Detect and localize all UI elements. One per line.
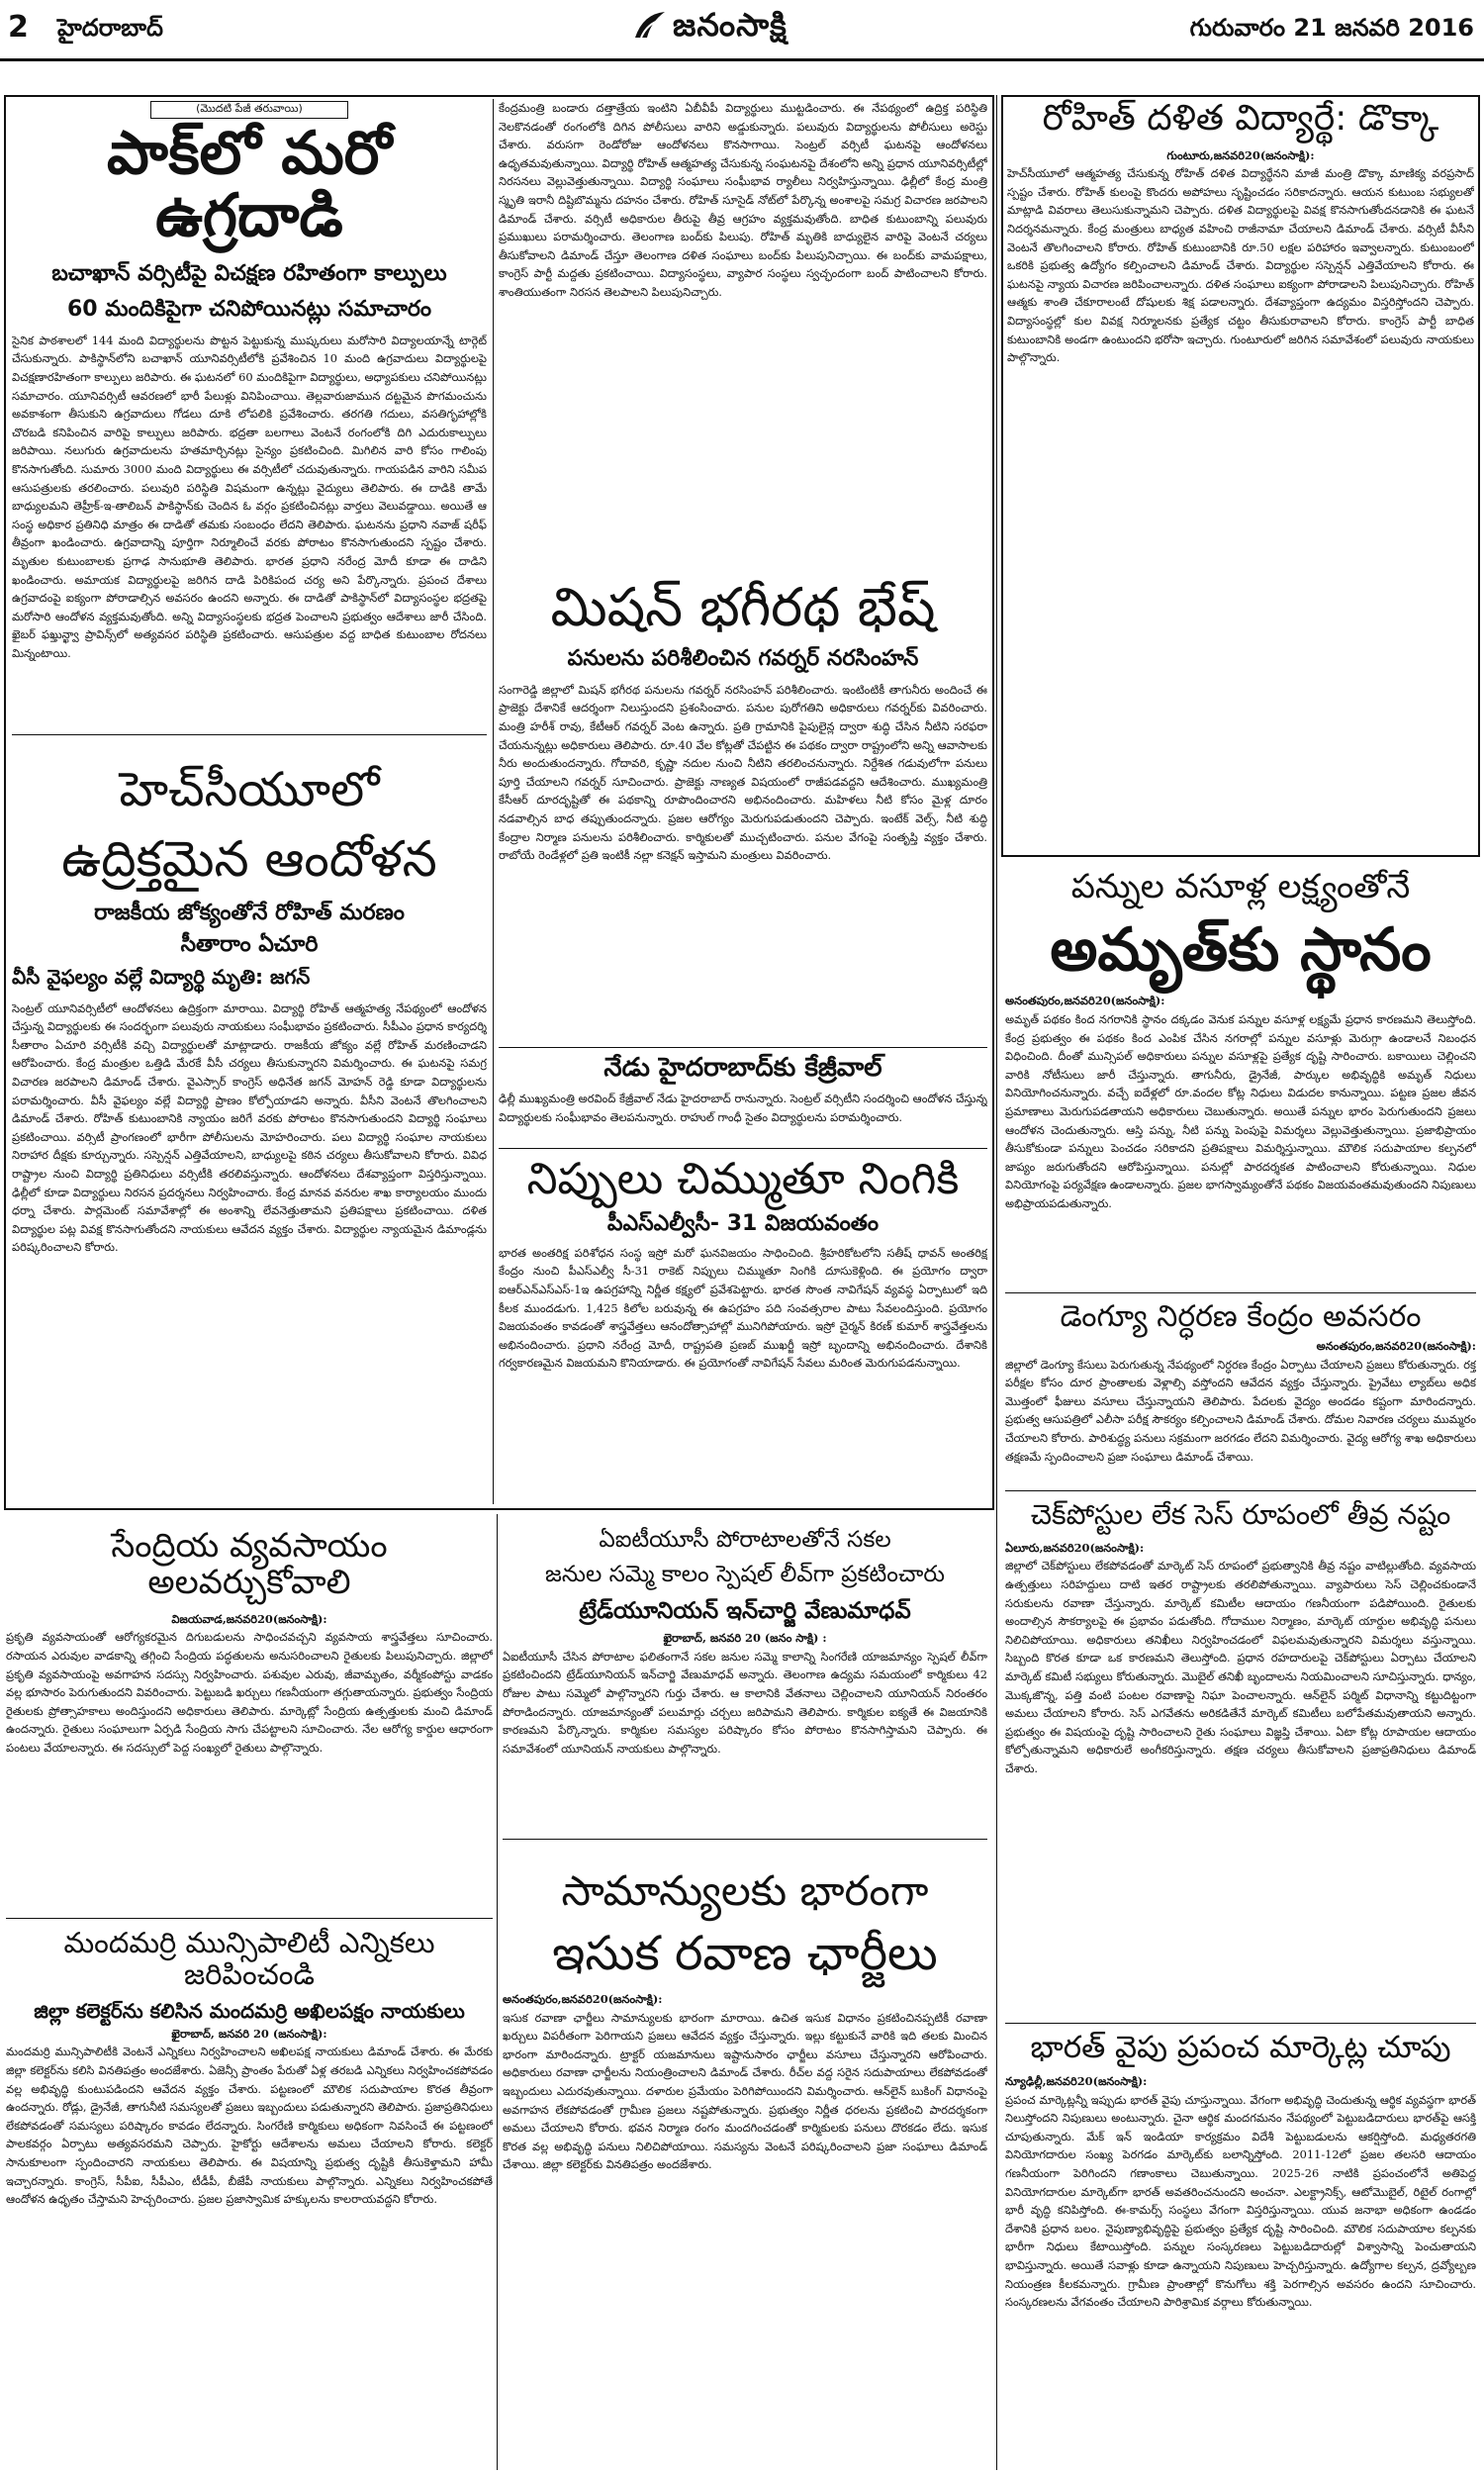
separator: [1005, 2023, 1476, 2024]
separator: [499, 1047, 987, 1048]
sand-body: ఇసుక రవాణా ఛార్జీలు సామాన్యులకు భారంగా మారాయి. ఉచిత ఇసుక విధానం ప్రకటించినప్పటికీ రవాణా ఖర్చులు విపరీతంగా పెరిగాయని ప్రజలు ఆవేదన వ్యక్తం చేస్తున్నారు. ఇల్లు కట్టుకునే వారికి ఇది తలకు మించిన భారంగా మారిందన్నారు. ట్రాక్టర్ యజమానులు ఇష్టానుసారం ఛార్జీలు వసూలు చేస్తున్నారని ఆరోపించారు. అధికారులు రవాణా ఛార్జీలను నియంత్రించాలని డిమాండ్ చేశారు. రీచ్‌ల వద్ద సరైన సదుపాయాలు లేకపోవడంతో ఇబ్బందులు ఎదురవుతున్నాయి. దళారుల ప్రమేయం పెరిగిపోయిందని విమర్శించారు. ఆన్‌లైన్ బుకింగ్ విధానంపై అవగాహన లేకపోవడంతో గ్రామీణ ప్రజలు నష్టపోతున్నారు. ప్రభుత్వం నిర్ణీత ధరలను ప్రకటించి పారదర్శకంగా అమలు చేయాలని కోరారు. భవన నిర్మాణ రంగం మందగించడంతో కార్మికులకు పనులు దొరకడం లేదు. ఇసుక కొరత వల్ల అభివృద్ధి పనులు నిలిచిపోయాయి. సమస్యను వెంటనే పరిష్కరించాలని ప్రజా సంఘాలు డిమాండ్ చేశాయి. జిల్లా కలెక్టర్‌కు వినతిపత్రం అందజేశారు.: [503, 2010, 987, 2172]
column-rule: [996, 95, 997, 2470]
pak-body: సైనిక పాఠశాలలో 144 మంది విద్యార్థులను పొట్టన పెట్టుకున్న ముష్కరులు మరోసారి విద్యాలయాన్నే టార్గెట్ చేసుకున్నారు. పాకిస్థాన్‌లోని బచాఖాన్ యూనివర్సిటీలోకి ప్రవేశించిన 10 మంది ఉగ్రవాదులు విద్యార్థులపై విచక్షణారహితంగా కాల్పులు జరిపారు. ఈ ఘటనలో 60 మందికిపైగా విద్యార్థులు, అధ్యాపకులు చనిపోయినట్లు సమాచారం. యూనివర్సిటీ ఆవరణలో భారీ పేలుళ్లు వినిపించాయి. తెల్లవారుజామున దట్టమైన పొగమంచును అవకాశంగా తీసుకుని ఉగ్రవాదులు గోడలు దూకి లోపలికి ప్రవేశించారు. తరగతి గదులు, వసతిగృహాల్లోకి చొరబడి కనిపించిన వారిపై కాల్పులు జరిపారు. భద్రతా బలగాలు వెంటనే రంగంలోకి దిగి ఎదురుకాల్పులు జరిపాయి. నలుగురు ఉగ్రవాదులను హతమార్చినట్లు సైన్యం ప్రకటించింది. మిగిలిన వారి కోసం గాలింపు కొనసాగుతోంది. సుమారు 3000 మంది విద్యార్థులు ఈ వర్సిటీలో చదువుతున్నారు. గాయపడిన వారిని సమీప ఆసుపత్రులకు తరలించారు. పలువురి పరిస్థితి విషమంగా ఉన్నట్లు వైద్యులు తెలిపారు. ఈ దాడికి తామే బాధ్యులమని తెహ్రీక్-ఇ-తాలిబన్ పాకిస్థాన్‌కు చెందిన ఓ వర్గం ప్రకటించినట్లు వార్తలు వెలువడ్డాయి. అయితే ఆ సంస్థ అధికార ప్రతినిధి మాత్రం ఈ దాడితో తమకు సంబంధం లేదని తెలిపారు. ఘటనను ప్రధాని నవాజ్ షరీఫ్ తీవ్రంగా ఖండించారు. ఉగ్రవాదాన్ని పూర్తిగా నిర్మూలించే వరకు పోరాటం కొనసాగుతుందని స్పష్టం చేశారు. మృతుల కుటుంబాలకు ప్రగాఢ సానుభూతి తెలిపారు. భారత ప్రధాని నరేంద్ర మోదీ కూడా ఈ దాడిని ఖండించారు. అమాయక విద్యార్థులపై జరిగిన దాడి పిరికిపంద చర్య అని పేర్కొన్నారు. ప్రపంచ దేశాలు ఉగ్రవాదంపై ఐక్యంగా పోరాడాల్సిన అవసరం ఉందని అన్నారు. ఈ దాడితో పాకిస్థాన్‌లో విద్యాసంస్థల భద్రతపై మరోసారి ఆందోళన వ్యక్తమవుతోంది. అన్ని విద్యాసంస్థలకు భద్రత పెంచాలని ప్రభుత్వం ఆదేశాలు జారీ చేసింది. ఖైబర్ ఫఖ్తున్ఖ్వా ప్రావిన్స్‌లో అత్యవసర పరిస్థితి ప్రకటించారు. ఆసుపత్రుల వద్ద బాధిత కుటుంబాల రోదనలు మిన్నంటాయి.: [12, 333, 487, 660]
rohith-dalit-headline: రోహిత్ దళిత విద్యార్థే: డొక్కా: [1042, 98, 1439, 139]
checkpost-dateline: ఏలూరు,జనవరి20(జనంసాక్షి):: [1005, 1540, 1145, 1555]
issue-date: గురువారం 21 జనవరి 2016: [1189, 14, 1474, 42]
checkpost-body: జిల్లాలో చెక్‌పోస్టులు లేకపోవడంతో మార్కెట్ సెస్ రూపంలో ప్రభుత్వానికి తీవ్ర నష్టం వాటిల్లుతోంది. వ్యవసాయ ఉత్పత్తులు సరిహద్దులు దాటి ఇతర రాష్ట్రాలకు తరలిపోతున్నాయి. వ్యాపారులు సెస్ చెల్లించకుండానే సరుకులను రవాణా చేస్తున్నారు. మార్కెట్ కమిటీల ఆదాయం గణనీయంగా పడిపోయింది. రైతులకు అందాల్సిన సౌకర్యాలపై ఈ ప్రభావం పడుతోంది. గోదాముల నిర్మాణం, మార్కెట్ యార్డుల అభివృద్ధి పనులు నిలిచిపోయాయి. అధికారులు తనిఖీలు నిర్వహించడంలో విఫలమవుతున్నారని విమర్శలు వస్తున్నాయి. సిబ్బంది కొరత కూడా ఒక కారణమని తెలుస్తోంది. ప్రధాన రహదారులపై చెక్‌పోస్టులు ఏర్పాటు చేయాలని మార్కెట్ కమిటీ సభ్యులు కోరుతున్నారు. మొబైల్ తనిఖీ బృందాలను నియమించాలని సూచిస్తున్నారు. ధాన్యం, మొక్కజొన్న, పత్తి వంటి పంటల రవాణాపై నిఘా పెంచాలన్నారు. ఆన్‌లైన్ పర్మిట్ విధానాన్ని కట్టుదిట్టంగా అమలు చేయాలని కోరారు. సెస్ ఎగవేతను అరికడితేనే మార్కెట్ కమిటీలు బలోపేతమవుతాయని అన్నారు. ప్రభుత్వం ఈ విషయంపై దృష్టి సారించాలని రైతు సంఘాలు విజ్ఞప్తి చేశాయి. ఏటా కోట్ల రూపాయల ఆదాయం కోల్పోతున్నామని అధికారులే అంగీకరిస్తున్నారు. తక్షణ చర్యలు తీసుకోవాలని ప్రజాప్రతినిధులు డిమాండ్ చేశారు.: [1005, 1559, 1476, 1775]
pak-subhead-1: బచాఖాన్ వర్సిటీపై విచక్షణ రహితంగా కాల్పులు: [51, 261, 447, 286]
pak-attack-article: [12, 99, 487, 732]
newspaper-logo: [633, 6, 788, 51]
mission-bhagiratha-article: [499, 572, 987, 1045]
separator: [1005, 1292, 1476, 1293]
continued-kicker: (మొదటి పేజీ తరువాయి): [150, 101, 348, 119]
mandamarri-headline: మందమర్రి మున్సిపాలిటీ ఎన్నికలు జరిపించండి: [63, 1926, 435, 1991]
rohith-dalit-dateline: గుంటూరు,జనవరి20(జనంసాక్షి):: [1166, 147, 1315, 162]
bharat-markets-article: [1005, 2027, 1476, 2468]
masthead: [0, 0, 1484, 61]
organic-farming-article: [6, 1520, 493, 1914]
kejriwal-article: [499, 1053, 987, 1144]
logo-emblem-icon: [633, 10, 667, 40]
aituc-headline-2: జనుల సమ్మె కాలం స్పెషల్ లీవ్‌గా ప్రకటించారు: [545, 1562, 945, 1588]
sand-headline-2: ఇసుక రవాణ ఛార్జీలు: [552, 1926, 938, 1982]
rohith-dalit-article: [1007, 97, 1474, 855]
column-rule: [493, 99, 494, 1504]
amrut-kicker: పన్నుల వసూళ్ల లక్ష్యంతోనే: [1070, 867, 1411, 906]
aituc-body: ఏఐటీయూసీ చేసిన పోరాటాల ఫలితంగానే సకల జనుల సమ్మె కాలాన్ని సింగరేణి యాజమాన్యం స్పెషల్ లీవ్‌గా ప్రకటించిందని ట్రేడ్‌యూనియన్ ఇన్‌చార్జి వేణుమాధవ్ అన్నారు. తెలంగాణ ఉద్యమ సమయంలో కార్మికులు 42 రోజుల పాటు సమ్మెలో పాల్గొన్నారని గుర్తు చేశారు. ఆ కాలానికి వేతనాలు చెల్లించాలని యూనియన్ నిరంతరం పోరాడిందన్నారు. యాజమాన్యంతో పలుమార్లు చర్చలు జరిపామని తెలిపారు. కార్మికుల ఐక్యతే ఈ విజయానికి కారణమని పేర్కొన్నారు. కార్మికుల సమస్యల పరిష్కారం కోసం పోరాటం కొనసాగిస్తామని చెప్పారు. ఈ సమావేశంలో యూనియన్ నాయకులు పాల్గొన్నారు.: [503, 1649, 987, 1756]
hcu-article: [12, 740, 487, 1504]
amrut-headline: అమృత్‌కు స్థానం: [1050, 915, 1432, 986]
hcu-headline-1: హెచ్‌సీయూలో: [119, 762, 380, 817]
organic-body: ప్రకృతి వ్యవసాయంతో ఆరోగ్యకరమైన దిగుబడులను సాధించవచ్చని వ్యవసాయ శాస్త్రవేత్తలు సూచించారు. రసాయన ఎరువుల వాడకాన్ని తగ్గించి సేంద్రియ పద్ధతులను అనుసరించాలని రైతులకు పిలుపునిచ్చారు. జిల్లాలో ప్రకృతి వ్యవసాయంపై అవగాహన సదస్సు నిర్వహించారు. పశువుల ఎరువు, జీవామృతం, వర్మీకంపోస్టు వాడకం వల్ల భూసారం పెరుగుతుందని వివరించారు. పెట్టుబడి ఖర్చులు గణనీయంగా తగ్గుతాయన్నారు. ప్రభుత్వం సేంద్రియ రైతులకు ప్రోత్సాహకాలు అందిస్తుందని అధికారులు తెలిపారు. మార్కెట్లో సేంద్రియ ఉత్పత్తులకు మంచి డిమాండ్ ఉందన్నారు. రైతులు సంఘాలుగా ఏర్పడి సేంద్రియ సాగు చేపట్టాలని సూచించారు. నేల ఆరోగ్య కార్డుల ఆధారంగా పంటలు వేయాలన్నారు. ఈ సదస్సులో పెద్ద సంఖ్యలో రైతులు పాల్గొన్నారు.: [6, 1630, 493, 1755]
mandamarri-body: మందమర్రి మున్సిపాలిటీకి వెంటనే ఎన్నికలు నిర్వహించాలని అఖిలపక్ష నాయకులు డిమాండ్ చేశారు. ఈ మేరకు జిల్లా కలెక్టర్‌ను కలిసి వినతిపత్రం అందజేశారు. ఏజెన్సీ ప్రాంతం పేరుతో ఏళ్ల తరబడి ఎన్నికలు నిర్వహించకపోవడం వల్ల అభివృద్ధి కుంటుపడిందని ఆవేదన వ్యక్తం చేశారు. పట్టణంలో మౌలిక సదుపాయాల కొరత తీవ్రంగా ఉందన్నారు. రోడ్లు, డ్రైనేజీ, తాగునీటి సమస్యలతో ప్రజలు ఇబ్బందులు పడుతున్నారని తెలిపారు. ప్రజాప్రతినిధులు లేకపోవడంతో సమస్యలు పరిష్కారం కావడం లేదన్నారు. సింగరేణి కార్మికులు అధికంగా నివసించే ఈ పట్టణంలో పాలకవర్గం ఏర్పాటు అత్యవసరమని చెప్పారు. హైకోర్టు ఆదేశాలను అమలు చేయాలని కోరారు. కలెక్టర్ సానుకూలంగా స్పందించారని నాయకులు తెలిపారు. ఈ విషయాన్ని ప్రభుత్వ దృష్టికి తీసుకెళ్తామని హామీ ఇచ్చారన్నారు. కాంగ్రెస్, సీపీఐ, సీపీఎం, టీడీపీ, బీజేపీ నాయకులు పాల్గొన్నారు. ఎన్నికలు నిర్వహించకపోతే ఆందోళన ఉధృతం చేస్తామని హెచ్చరించారు. ప్రజల ప్రజాస్వామిక హక్కులను కాలరాయవద్దని కోరారు.: [6, 2045, 493, 2207]
aituc-article: [503, 1520, 987, 1835]
pslv-article: [499, 1152, 987, 1504]
bharat-headline: భారత్ వైపు ప్రపంచ మార్కెట్ల చూపు: [1030, 2030, 1451, 2065]
separator: [503, 1839, 987, 1840]
mandamarri-dateline: ఖైరాబాద్, జనవరి 20 (జనంసాక్షి):: [171, 2026, 327, 2041]
mission-body: సంగారెడ్డి జిల్లాలో మిషన్ భగీరథ పనులను గవర్నర్ నరసింహన్ పరిశీలించారు. ఇంటింటికీ తాగునీరు అందించే ఈ ప్రాజెక్టు దేశానికే ఆదర్శంగా నిలుస్తుందని ప్రశంసించారు. పనుల పురోగతిని అధికారులు గవర్నర్‌కు వివరించారు. మంత్రి హరీశ్ రావు, కేటీఆర్ గవర్నర్ వెంట ఉన్నారు. ప్రతి గ్రామానికి పైపులైన్ల ద్వారా శుద్ధి చేసిన నీటిని సరఫరా చేయనున్నట్లు అధికారులు తెలిపారు. రూ.40 వేల కోట్లతో చేపట్టిన ఈ పథకం ద్వారా రాష్ట్రంలోని అన్ని ఆవాసాలకు నీరు అందుతుందన్నారు. గోదావరి, కృష్ణా నదుల నుంచి నీటిని తరలించనున్నారు. నిర్దేశిత గడువులోగా పనులు పూర్తి చేయాలని గవర్నర్ సూచించారు. ప్రాజెక్టు నాణ్యత విషయంలో రాజీపడవద్దని ఆదేశించారు. ముఖ్యమంత్రి కేసీఆర్ దూరదృష్టితో ఈ పథకాన్ని రూపొందించారని అభినందించారు. మహిళలు నీటి కోసం మైళ్ల దూరం నడవాల్సిన బాధ తప్పుతుందన్నారు. ప్రజల ఆరోగ్యం మెరుగుపడుతుందని చెప్పారు. ఇంటేక్ వెల్స్, నీటి శుద్ధి కేంద్రాల నిర్మాణ పనులను పరిశీలించారు. కార్మికులతో ముచ్చటించారు. పనుల వేగంపై సంతృప్తి వ్యక్తం చేశారు. రాబోయే రెండేళ్లలో ప్రతి ఇంటికీ నల్లా కనెక్షన్ ఇస్తామని మంత్రులు వివరించారు.: [499, 682, 987, 863]
sand-dateline: అనంతపురం,జనవరి20(జనంసాక్షి):: [503, 1991, 663, 2006]
organic-headline: సేంద్రియ వ్యవసాయం అలవర్చుకోవాలి: [111, 1526, 388, 1603]
edition-city: హైదరాబాద్: [57, 14, 163, 42]
mandamarri-article: [6, 1922, 493, 2466]
hcu-subhead-3: వీసీ వైఫల్యం వల్లే విద్యార్థి మృతి: జగన్: [12, 964, 311, 989]
bharat-dateline: న్యూఢిల్లీ,జనవరి20(జనంసాక్షి):: [1005, 2074, 1148, 2089]
kejriwal-body: ఢిల్లీ ముఖ్యమంత్రి అరవింద్ కేజ్రీవాల్ నేడు హైదరాబాద్ రానున్నారు. సెంట్రల్ వర్సిటీని సందర్శించి ఆందోళన చేస్తున్న విద్యార్థులకు సంఘీభావం తెలపనున్నారు. రాహుల్ గాంధీ సైతం విద్యార్థులను పరామర్శించారు.: [499, 1092, 987, 1124]
dengue-body: జిల్లాలో డెంగ్యూ కేసులు పెరుగుతున్న నేపథ్యంలో నిర్ధరణ కేంద్రం ఏర్పాటు చేయాలని ప్రజలు కోరుతున్నారు. రక్త పరీక్షల కోసం దూర ప్రాంతాలకు వెళ్లాల్సి వస్తోందని ఆవేదన వ్యక్తం చేస్తున్నారు. ప్రైవేటు ల్యాబ్‌లు అధిక మొత్తంలో ఫీజులు వసూలు చేస్తున్నాయని తెలిపారు. పేదలకు వైద్యం అందడం కష్టంగా మారిందన్నారు. ప్రభుత్వ ఆసుపత్రిలో ఎలీసా పరీక్ష సౌకర్యం కల్పించాలని డిమాండ్ చేశారు. దోమల నివారణ చర్యలు ముమ్మరం చేయాలని కోరారు. పారిశుద్ధ్య పనులు సక్రమంగా జరగడం లేదని విమర్శించారు. వైద్య ఆరోగ్య శాఖ అధికారులు తక్షణమే స్పందించాలని ప్రజా సంఘాలు డిమాండ్ చేశాయి.: [1005, 1357, 1476, 1464]
pak-subhead-2: 60 మందికిపైగా చనిపోయినట్లు సమాచారం: [66, 297, 432, 323]
mission-subhead: పనులను పరిశీలించిన గవర్నర్ నరసింహన్: [567, 646, 919, 672]
page-number: 2: [8, 10, 29, 45]
hcu-body: సెంట్రల్ యూనివర్సిటీలో ఆందోళనలు ఉద్రిక్తంగా మారాయి. విద్యార్థి రోహిత్ ఆత్మహత్య నేపథ్యంలో ఆందోళన చేస్తున్న విద్యార్థులకు ఈ సందర్భంగా పలువురు నాయకులు సంఘీభావం ప్రకటించారు. సీపీఎం ప్రధాన కార్యదర్శి సీతారాం ఏచూరి వర్సిటీకి వచ్చి విద్యార్థులతో మాట్లాడారు. రాజకీయ జోక్యం వల్లే రోహిత్ మరణించాడని ఆరోపించారు. కేంద్ర మంత్రుల ఒత్తిడి మేరకే వీసీ చర్యలు తీసుకున్నారని విమర్శించారు. ఈ ఘటనపై సమగ్ర విచారణ జరపాలని డిమాండ్ చేశారు. వైఎస్సార్ కాంగ్రెస్ అధినేత జగన్ మోహన్ రెడ్డి కూడా విద్యార్థులను పరామర్శించారు. వీసీ వైఫల్యం వల్లే విద్యార్థి ప్రాణం కోల్పోయాడని అన్నారు. వీసీని వెంటనే తొలగించాలని డిమాండ్ చేశారు. రోహిత్ కుటుంబానికి న్యాయం జరిగే వరకు పోరాటం కొనసాగుతుందని విద్యార్థి సంఘాలు ప్రకటించాయి. వర్సిటీ ప్రాంగణంలో భారీగా పోలీసులను మోహరించారు. పలు విద్యార్థి సంఘాల నాయకులు నిరాహార దీక్షకు కూర్చున్నారు. సస్పెన్షన్ ఎత్తివేయాలని, బాధ్యులపై కఠిన చర్యలు తీసుకోవాలని కోరారు. వివిధ రాష్ట్రాల నుంచి విద్యార్థి ప్రతినిధులు వర్సిటీకి తరలివస్తున్నారు. ఆందోళనలు దేశవ్యాప్తంగా విస్తరిస్తున్నాయి. ఢిల్లీలో కూడా విద్యార్థులు నిరసన ప్రదర్శనలు నిర్వహించారు. కేంద్ర మానవ వనరుల శాఖ కార్యాలయం ముందు ధర్నా చేశారు. పార్లమెంట్ సమావేశాల్లో ఈ అంశాన్ని లేవనెత్తుతామని ప్రతిపక్షాలు ప్రకటించాయి. దళిత విద్యార్థుల పట్ల వివక్ష కొనసాగుతోందని నాయకులు ఆవేదన వ్యక్తం చేశారు. విద్యార్థుల న్యాయమైన డిమాండ్లను పరిష్కరించాలని కోరారు.: [12, 1000, 487, 1255]
amrut-dateline: అనంతపురం,జనవరి20(జనంసాక్షి):: [1005, 994, 1165, 1008]
checkpost-article: [1005, 1494, 1476, 2019]
paper-name: జనంసాక్షి: [673, 6, 788, 44]
aituc-dateline: ఖైరాబాద్, జనవరి 20 (జనం సాక్షి) :: [663, 1631, 827, 1646]
hcu-headline-2: ఉద్రిక్తమైన ఆందోళన: [61, 829, 437, 888]
separator: [12, 734, 487, 735]
checkpost-headline: చెక్‌పోస్టుల లేక సెస్ రూపంలో తీవ్ర నష్టం: [1030, 1498, 1451, 1531]
organic-dateline: విజయవాడ,జనవరి20(జనంసాక్షి):: [171, 1611, 327, 1626]
pslv-headline: నిప్పులు చిమ్ముతూ నింగికి: [526, 1154, 960, 1204]
dengue-dateline: అనంతపురం,జనవరి20(జనంసాక్షి):: [1316, 1339, 1476, 1353]
separator: [1005, 1490, 1476, 1491]
hcu-subhead-1: రాజకీయ జోక్యంతోనే రోహిత్ మరణం: [94, 900, 405, 925]
hcu-subhead-2: సీతారాం ఏచూరి: [180, 932, 319, 958]
center-continued-body: కేంద్రమంత్రి బండారు దత్తాత్రేయ ఇంటిని ఏబీవీపీ విద్యార్థులు ముట్టడించారు. ఈ నేపథ్యంలో ఉద్రిక్త పరిస్థితి నెలకొనడంతో రంగంలోకి దిగిన పోలీసులు వారిని అడ్డుకున్నారు. పలువురు విద్యార్థులను పోలీసులు అరెస్టు చేశారు. వరుసగా రెండోరోజు ఆందోళనలు కొనసాగాయి. సెంట్రల్ వర్సిటీ ఘటనపై ఆందోళనలు ఉధృతమవుతున్నాయి. విద్యార్థి రోహిత్ ఆత్మహత్య చేసుకున్న సంఘటనపై దేశంలోని అన్ని ప్రధాన యూనివర్సిటీల్లో నిరసనలు వెల్లువెత్తుతున్నాయి. విద్యార్థి సంఘాలు సంఘీభావ ర్యాలీలు నిర్వహిస్తున్నాయి. ఢిల్లీలో కేంద్ర మంత్రి స్మృతి ఇరానీ దిష్టిబొమ్మను దహనం చేశారు. రోహిత్ సూసైడ్ నోట్‌లో పేర్కొన్న అంశాలపై సమగ్ర విచారణ జరపాలని డిమాండ్ చేశారు. వర్సిటీ అధికారుల తీరుపై తీవ్ర ఆగ్రహం వ్యక్తమవుతోంది. బాధిత కుటుంబాన్ని పలువురు ప్రముఖులు పరామర్శించారు. తెలంగాణ బంద్‌కు పిలుపు. రోహిత్ మృతికి బాధ్యులైన వారిపై వెంటనే చర్యలు తీసుకోవాలని డిమాండ్ చేస్తూ తెలంగాణ దళిత సంఘాలు బంద్‌కు పిలుపునిచ్చాయి. ఈ బంద్‌కు వామపక్షాలు, కాంగ్రెస్ పార్టీ మద్దతు ప్రకటించాయి. విద్యాసంస్థలు, వ్యాపార సంస్థలు స్వచ్ఛందంగా బంద్ పాటించాలని కోరారు. శాంతియుతంగా నిరసన తెలపాలని పిలుపునిచ్చారు.: [499, 101, 987, 299]
sand-headline-1: సామాన్యులకు భారంగా: [561, 1866, 929, 1915]
mission-headline: మిషన్ భగీరథ భేష్: [550, 576, 936, 638]
pslv-body: భారత అంతరిక్ష పరిశోధన సంస్థ ఇస్రో మరో ఘనవిజయం సాధించింది. శ్రీహరికోటలోని సతీష్ ధావన్ అంతరిక్ష కేంద్రం నుంచి పీఎస్ఎల్వీ సీ-31 రాకెట్ నిప్పులు చిమ్ముతూ నింగికి దూసుకెళ్లింది. ఈ ప్రయోగం ద్వారా ఐఆర్ఎన్ఎస్ఎస్-1ఇ ఉపగ్రహాన్ని నిర్ణీత కక్ష్యలో ప్రవేశపెట్టారు. భారత సొంత నావిగేషన్ వ్యవస్థ ఏర్పాటులో ఇది కీలక ముందడుగు. 1,425 కిలోల బరువున్న ఈ ఉపగ్రహం పది సంవత్సరాల పాటు సేవలందిస్తుంది. ప్రయోగం విజయవంతం కావడంతో శాస్త్రవేత్తలు ఆనందోత్సాహాల్లో మునిగిపోయారు. ఇస్రో చైర్మన్ కిరణ్ కుమార్ శాస్త్రవేత్తలను అభినందించారు. ప్రధాని నరేంద్ర మోదీ, రాష్ట్రపతి ప్రణబ్ ముఖర్జీ ఇస్రో బృందాన్ని అభినందించారు. దేశానికి గర్వకారణమైన విజయమని కొనియాడారు. ఈ ప్రయోగంతో నావిగేషన్ సేవలు మరింత మెరుగుపడనున్నాయి.: [499, 1245, 987, 1371]
aituc-headline-1: ఏఐటీయూసీ పోరాటాలతోనే సకల: [599, 1527, 891, 1553]
dengue-article: [1005, 1296, 1476, 1486]
mandamarri-subhead: జిల్లా కలెక్టర్‌ను కలిసిన మందమర్రి అఖిలపక్షం నాయకులు: [34, 1998, 465, 2023]
amrut-article: [1005, 863, 1476, 1288]
separator: [499, 1148, 987, 1149]
bharat-body: ప్రపంచ మార్కెట్లన్నీ ఇప్పుడు భారత్ వైపు చూస్తున్నాయి. వేగంగా అభివృద్ధి చెందుతున్న ఆర్థిక వ్యవస్థగా భారత్ నిలుస్తోందని నిపుణులు అంటున్నారు. చైనా ఆర్థిక మందగమనం నేపథ్యంలో పెట్టుబడిదారులు భారత్‌పై ఆసక్తి చూపుతున్నారు. మేక్ ఇన్ ఇండియా కార్యక్రమం విదేశీ పెట్టుబడులను ఆకర్షిస్తోంది. మధ్యతరగతి వినియోగదారుల సంఖ్య పెరగడం మార్కెట్‌కు బలాన్నిస్తోంది. 2011-12లో ప్రజల తలసరి ఆదాయం గణనీయంగా పెరిగిందని గణాంకాలు చెబుతున్నాయి. 2025-26 నాటికి ప్రపంచంలోనే అతిపెద్ద వినియోగదారుల మార్కెట్‌గా భారత్ అవతరించనుందని అంచనా. ఎలక్ట్రానిక్స్, ఆటోమొబైల్, రిటైల్ రంగాల్లో భారీ వృద్ధి కనిపిస్తోంది. ఈ-కామర్స్ సంస్థలు వేగంగా విస్తరిస్తున్నాయి. యువ జనాభా అధికంగా ఉండడం దేశానికి ప్రధాన బలం. నైపుణ్యాభివృద్ధిపై ప్రభుత్వం ప్రత్యేక దృష్టి సారించింది. మౌలిక సదుపాయాల కల్పనకు భారీగా నిధులు కేటాయిస్తోంది. పన్నుల సంస్కరణలు పెట్టుబడిదారుల్లో విశ్వాసాన్ని పెంచుతాయని భావిస్తున్నారు. అయితే సవాళ్లు కూడా ఉన్నాయని నిపుణులు హెచ్చరిస్తున్నారు. ఉద్యోగాల కల్పన, ద్రవ్యోల్బణ నియంత్రణ కీలకమన్నారు. గ్రామీణ ప్రాంతాల్లో కొనుగోలు శక్తి పెరగాల్సిన అవసరం ఉందని సూచించారు. సంస్కరణలను వేగవంతం చేయాలని పారిశ్రామిక వర్గాలు కోరుతున్నాయి.: [1005, 2092, 1476, 2310]
kejriwal-headline: నేడు హైదరాబాద్‌కు కేజ్రీవాల్: [603, 1053, 882, 1083]
aituc-headline-3: ట్రేడ్‌యూనియన్ ఇన్‌చార్జి వేణుమాధవ్: [579, 1597, 911, 1624]
center-continued-article: [499, 99, 987, 564]
separator: [6, 1918, 493, 1919]
sand-transport-article: [503, 1843, 987, 2466]
column-rule: [497, 1514, 498, 2470]
pslv-subhead: పీఎస్ఎల్వీసీ- 31 విజయవంతం: [606, 1211, 880, 1237]
amrut-body: అమృత్ పథకం కింద నగరానికి స్థానం దక్కడం వెనుక పన్నుల వసూళ్ల లక్ష్యమే ప్రధాన కారణమని తెలుస్తోంది. కేంద్ర ప్రభుత్వం ఈ పథకం కింద ఎంపిక చేసిన నగరాల్లో పన్నుల వసూళ్లు మెరుగ్గా ఉండాలనే నిబంధన విధించింది. దీంతో మున్సిపల్ అధికారులు పన్నుల వసూళ్లపై ప్రత్యేక దృష్టి సారించారు. బకాయిలు చెల్లించని వారికి నోటీసులు జారీ చేస్తున్నారు. తాగునీరు, డ్రైనేజీ, పార్కుల అభివృద్ధికి అమృత్ నిధులు వినియోగించనున్నారు. వచ్చే ఐదేళ్లలో రూ.వందల కోట్ల నిధులు విడుదల కానున్నాయి. పట్టణ ప్రజల జీవన ప్రమాణాలు మెరుగుపడతాయని అధికారులు చెబుతున్నారు. అయితే పన్నుల భారం పెరుగుతుందని ప్రజలు ఆందోళన చెందుతున్నారు. ఆస్తి పన్ను, నీటి పన్ను పెంపుపై విమర్శలు వెల్లువెత్తుతున్నాయి. ప్రజాభిప్రాయం తీసుకోకుండా పన్నులు పెంచడం సరికాదని ప్రతిపక్షాలు విమర్శిస్తున్నాయి. మౌలిక సదుపాయాల కల్పనలో జాప్యం జరుగుతోందని ఆరోపిస్తున్నాయి. పనుల్లో పారదర్శకత పాటించాలని కోరుతున్నాయి. నిధుల వినియోగంపై పర్యవేక్షణ ఉండాలన్నారు. ప్రజల భాగస్వామ్యంతోనే పథకం విజయవంతమవుతుందని నిపుణులు అభిప్రాయపడుతున్నారు.: [1005, 1011, 1476, 1210]
pak-headline: పాక్‌లో మరో ఉగ్రదాడి: [107, 119, 392, 250]
dengue-headline: డెంగ్యూ నిర్ధరణ కేంద్రం అవసరం: [1060, 1299, 1422, 1334]
rohith-dalit-body: హెచ్‌సీయూలో ఆత్మహత్య చేసుకున్న రోహిత్ దళిత విద్యార్థేనని మాజీ మంత్రి డొక్కా మాణిక్య వరప్రసాద్ స్పష్టం చేశారు. రోహిత్ కులంపై కొందరు అపోహలు సృష్టించడం సరికాదన్నారు. ఆయన కుటుంబ సభ్యులతో మాట్లాడి వివరాలు తెలుసుకున్నామని చెప్పారు. దళిత విద్యార్థులపై వివక్ష కొనసాగుతోందనడానికి ఈ ఘటనే నిదర్శనమన్నారు. కేంద్ర మంత్రులు బాధ్యత వహించి రాజీనామా చేయాలని డిమాండ్ చేశారు. వర్సిటీ వీసీని వెంటనే తొలగించాలని కోరారు. రోహిత్ కుటుంబానికి రూ.50 లక్షల పరిహారం ఇవ్వాలన్నారు. కుటుంబంలో ఒకరికి ప్రభుత్వ ఉద్యోగం కల్పించాలని డిమాండ్ చేశారు. విద్యార్థుల సస్పెన్షన్ ఎత్తివేయాలని కోరారు. ఈ ఘటనపై న్యాయ విచారణ జరిపించాలన్నారు. దళిత సంఘాలు ఐక్యంగా పోరాడాలని పిలుపునిచ్చారు. రోహిత్ ఆత్మకు శాంతి చేకూరాలంటే దోషులకు శిక్ష పడాలన్నారు. దేశవ్యాప్తంగా ఉద్యమం విస్తరిస్తోందని చెప్పారు. విద్యాసంస్థల్లో కుల వివక్ష నిర్మూలనకు ప్రత్యేక చట్టం తీసుకురావాలని కోరారు. కాంగ్రెస్ పార్టీ బాధిత కుటుంబానికి అండగా ఉంటుందని భరోసా ఇచ్చారు. గుంటూరులో జరిగిన సమావేశంలో పలువురు నాయకులు పాల్గొన్నారు.: [1007, 166, 1474, 365]
